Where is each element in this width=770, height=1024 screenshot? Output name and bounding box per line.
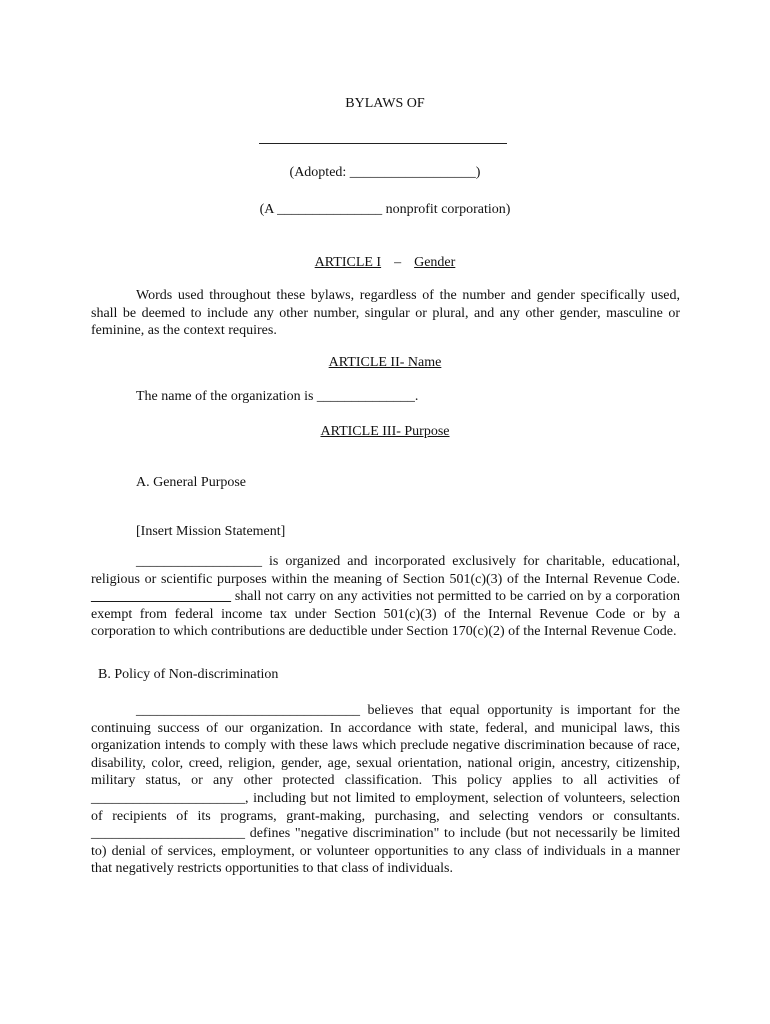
article-1-dash: – (394, 255, 402, 270)
nd-blank-2: ______________________ (91, 790, 245, 806)
article-3-heading: ARTICLE III- Purpose (320, 424, 450, 439)
article-1-title: Gender (414, 255, 456, 270)
article-1-body (91, 287, 680, 340)
organization-name-field: ______________. (316, 389, 419, 404)
organization-name-prefix: The name of the organization is (136, 389, 317, 404)
purpose-text-1: is organized and incorporated exclusively for charitable, educational, religious or scientific purposes within the meaning of Section 501(c)(3) of the Internal Revenue Code. (91, 554, 680, 587)
nd-text-2: , including but not limited to employment, selection of volunteers, selection of recipients of its programs, grant-making, purchasing, and selecting vendors or consultants. (91, 790, 680, 824)
organization-name-line (136, 388, 418, 405)
purpose-text-2: shall not carry on any activities not permitted to be carried on by a corporation exempt from federal income tax under Section 501(c)(3) of the Internal Revenue Code or by a corporation to which contributions are deductible under Section 170(c)(2) of the Internal Revenue Code. (91, 589, 680, 640)
nd-text-3: defines "negative discrimination" to include (but not necessarily be limited to) denial of services, employment, or volunteer opportunities to any class of individuals in a manner that negatively restricts opportunities to that class of individuals. (91, 826, 680, 877)
section-b-heading: B. Policy of Non-discrimination (98, 667, 279, 682)
article-1-heading (0, 254, 770, 271)
mission-statement: [Insert Mission Statement] (136, 524, 286, 539)
non-discrimination-paragraph (91, 702, 680, 878)
section-a-heading: A. General Purpose (136, 475, 247, 490)
nonprofit-line: (A _______________ nonprofit corporation) (259, 202, 511, 217)
article-1-text: Words used throughout these bylaws, regardless of the number and gender specifically used, shall be deemed to include any other number, singular or plural, and any other gender, masculine or feminine, as the context requires. (91, 288, 680, 339)
article-1-label: ARTICLE I (314, 255, 382, 270)
nd-blank-3: ______________________ (91, 826, 245, 842)
nd-text-1: believes that equal opportunity is important for the continuing success of our organization. In accordance with state, federal, and municipal laws, this organization intends to comply with these laws which preclude negative discrimination because of race, disability, color, creed, religion, gender, age, sexual orientation, national origin, ancestry, citizenship, military status, or any other protected classification. This policy applies to all activities of (91, 703, 680, 789)
purpose-blank-2: ____________________ (91, 589, 231, 605)
purpose-paragraph (91, 553, 680, 641)
nd-blank-1: ________________________________ (136, 703, 360, 718)
purpose-blank-1: __________________ (136, 554, 262, 569)
adopted-line: (Adopted: __________________) (289, 165, 481, 180)
article-2-heading: ARTICLE II- Name (328, 355, 442, 370)
organization-name-blank (259, 143, 507, 144)
document-title: BYLAWS OF (345, 96, 425, 111)
